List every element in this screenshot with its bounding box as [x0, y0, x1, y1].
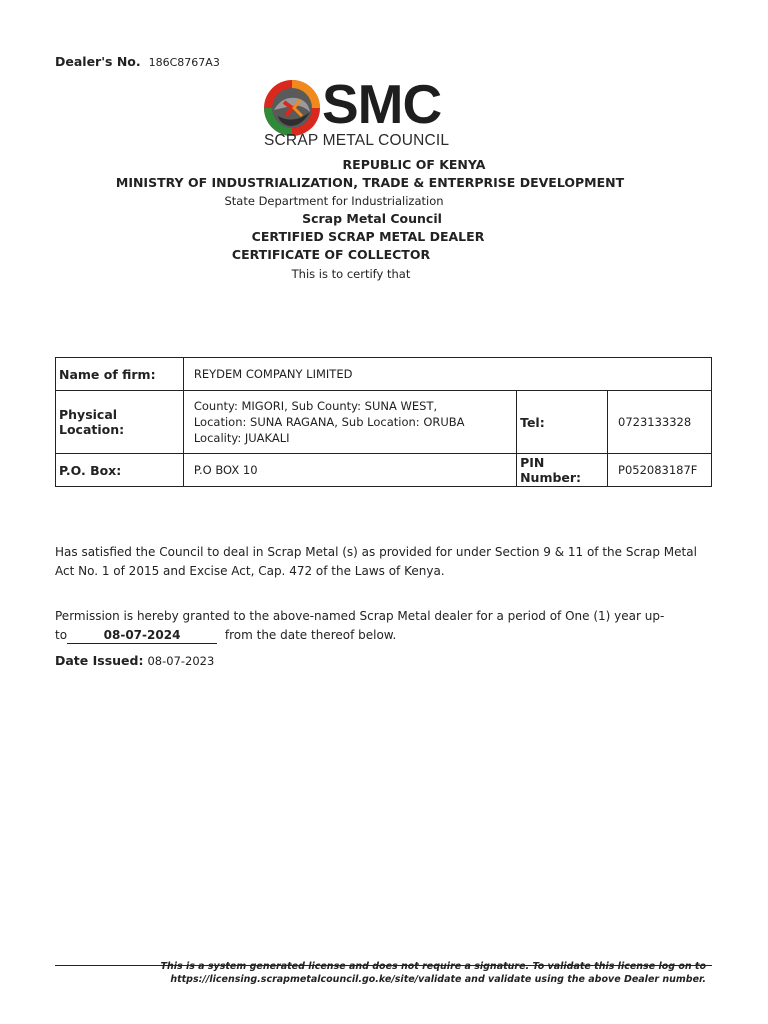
smc-emblem-icon	[262, 78, 322, 138]
header-state-department: State Department for Industrialization	[224, 194, 444, 208]
firm-label: Name of firm:	[56, 358, 184, 391]
to-prefix: to	[55, 628, 68, 642]
pin-value: P052083187F	[608, 454, 712, 487]
header-republic: REPUBLIC OF KENYA	[342, 157, 486, 172]
permission-text: Permission is hereby granted to the above-named Scrap Metal dealer for a period of One (1) year up-	[55, 609, 665, 623]
table-row	[56, 391, 712, 454]
dealer-number-label: Dealer's No.	[55, 54, 141, 69]
logo-subtitle: SCRAP METAL COUNCIL	[264, 132, 450, 149]
dealer-details-table	[55, 357, 712, 487]
pobox-value: P.O BOX 10	[183, 454, 516, 487]
pobox-label: P.O. Box:	[56, 454, 184, 487]
tel-value: 0723133328	[608, 391, 712, 454]
location-label: Physical Location:	[56, 391, 184, 454]
header-ministry: MINISTRY OF INDUSTRIALIZATION, TRADE & ENTERPRISE DEVELOPMENT	[115, 175, 625, 190]
dealer-number	[55, 54, 220, 69]
header-certify: This is to certify that	[291, 267, 411, 281]
tel-label: Tel:	[517, 391, 608, 454]
satisfied-paragraph: Has satisfied the Council to deal in Scrap Metal (s) as provided for under Section 9 & 11 of the Scrap Metal Act No. 1 of 2015 and Excise Act, Cap. 472 of the Laws of Kenya.	[55, 545, 697, 578]
table-row	[56, 454, 712, 487]
date-issued-label: Date Issued:	[55, 653, 144, 668]
footer-line-2: https://licensing.scrapmetalcouncil.go.ke/site/validate and validate using the above Dealer number.	[170, 974, 706, 985]
location-value	[183, 391, 516, 454]
header-certificate: CERTIFICATE OF COLLECTOR	[231, 247, 431, 262]
permission-paragraph	[55, 607, 715, 645]
location-line-2: Location: SUNA RAGANA, Sub Location: ORUBA	[193, 415, 465, 429]
smc-logo	[262, 73, 462, 152]
pin-label: PIN Number:	[517, 454, 608, 487]
footer-line-1: This is a system generated license and does not require a signature. To validate this license log on to	[160, 961, 706, 972]
to-suffix: from the date thereof below.	[224, 628, 397, 642]
location-line-3: Locality: JUAKALI	[193, 431, 290, 445]
footer-note	[146, 960, 706, 986]
table-row	[56, 358, 712, 391]
firm-value: REYDEM COMPANY LIMITED	[183, 358, 711, 391]
location-line-1: County: MIGORI, Sub County: SUNA WEST,	[193, 399, 438, 413]
date-issued-value: 08-07-2023	[147, 654, 215, 668]
valid-until-date: 08-07-2024	[67, 627, 217, 644]
header-council: Scrap Metal Council	[302, 211, 442, 226]
logo-name: SMC	[322, 73, 442, 135]
dealer-number-value: 186C8767A3	[148, 56, 220, 69]
header-certified: CERTIFIED SCRAP METAL DEALER	[251, 229, 485, 244]
date-issued	[55, 653, 214, 668]
